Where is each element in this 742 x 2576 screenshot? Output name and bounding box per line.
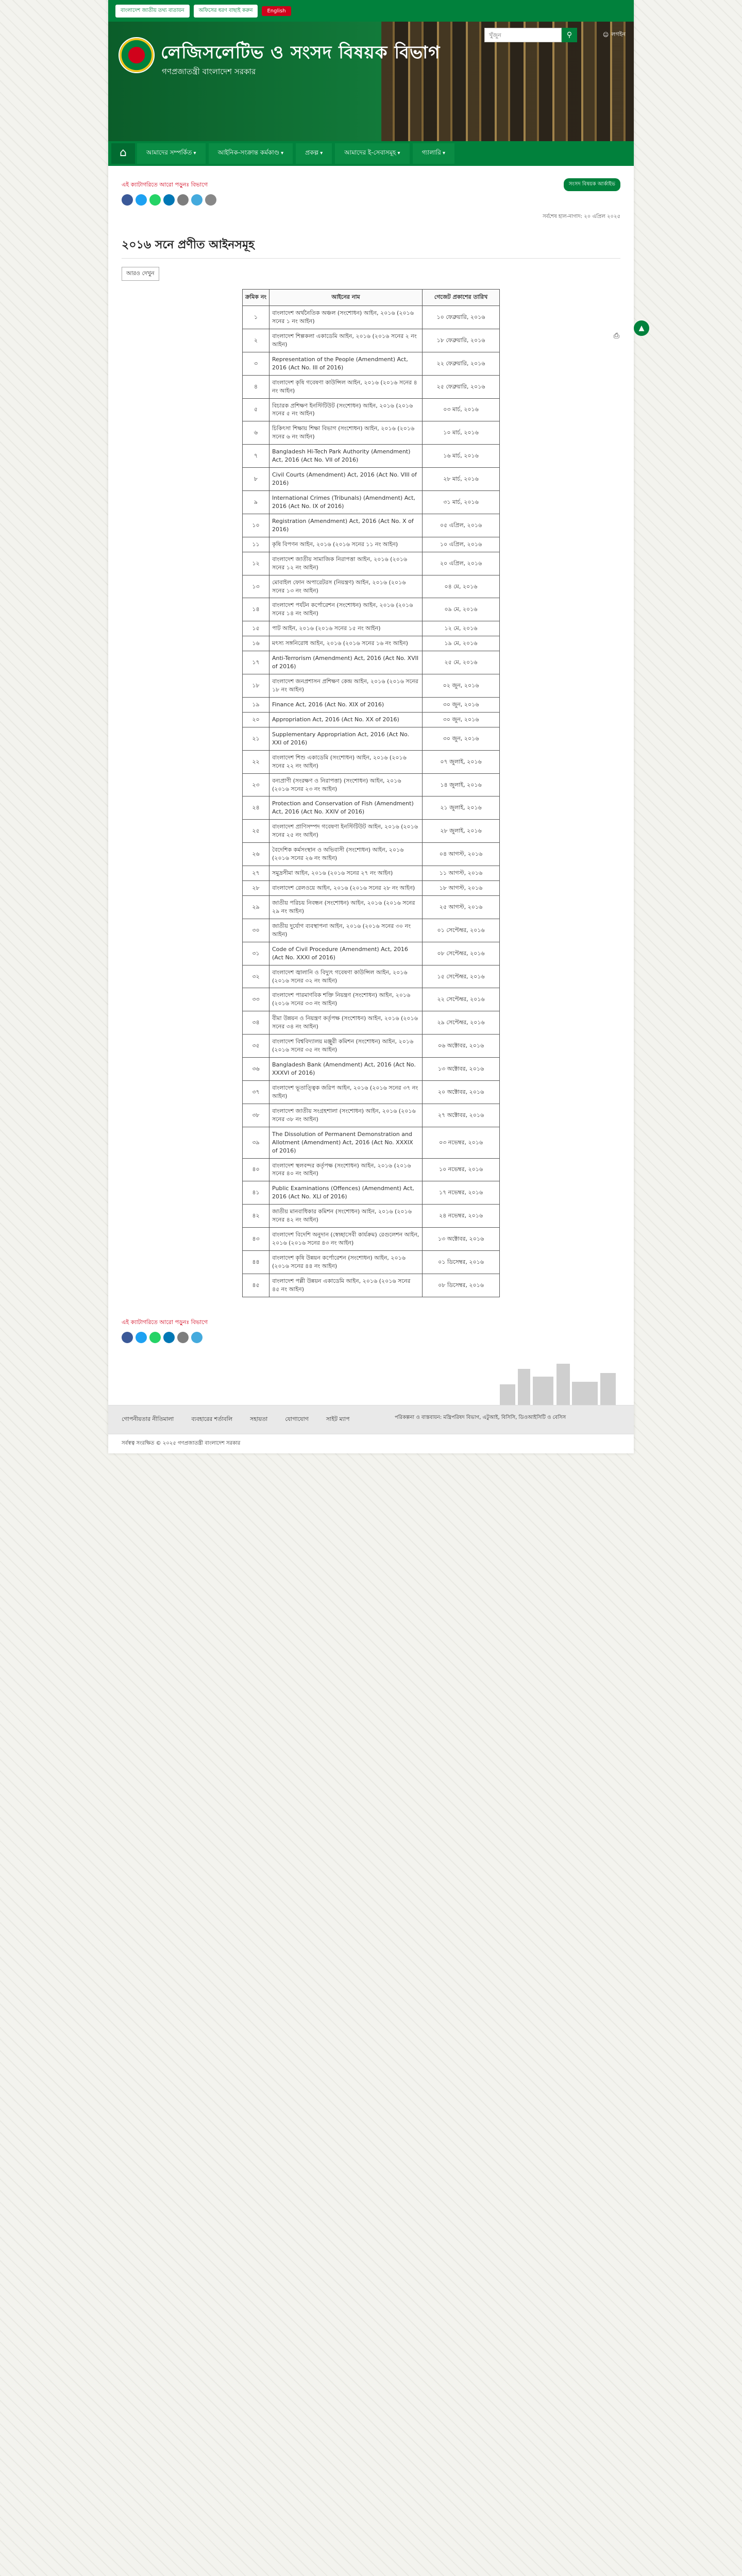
serial-cell: ৩৭	[243, 1080, 269, 1104]
act-name-cell[interactable]: বাংলাদেশ জাতীয় সামাজিক নিরাপত্তা আইন, ২০১৬ (২০১৬ সনের ১২ নং আইন)	[269, 552, 423, 575]
site-header	[108, 22, 634, 141]
table-row	[243, 468, 500, 491]
gazette-date-cell: ০৩ নভেম্বর, ২০১৬	[423, 1127, 500, 1158]
table-row	[243, 651, 500, 674]
table-row	[243, 1080, 500, 1104]
act-name-cell[interactable]: বাংলাদেশ বিদেশি অনুদান (স্বেচ্ছাসেবী কার্যক্রম) রেগুলেশন আইন, ২০১৬ (২০১৬ সনের ৪৩ নং আইন)	[269, 1228, 423, 1251]
gazette-date-cell: ৩০ জুন, ২০১৬	[423, 727, 500, 750]
whatsapp-icon[interactable]	[149, 194, 161, 206]
gazette-date-cell: ২৫ মে, ২০১৬	[423, 651, 500, 674]
linkedin-icon[interactable]	[163, 1332, 175, 1343]
act-name-cell[interactable]: বাংলাদেশ শিল্পকলা একাডেমি আইন, ২০১৬ (২০১৬ সনের ২ নং আইন)	[269, 329, 423, 352]
acts-table	[242, 289, 500, 1297]
home-icon[interactable]: ⌂	[111, 143, 135, 164]
act-name-cell[interactable]: Appropriation Act, 2016 (Act No. XX of 2016)	[269, 712, 423, 727]
act-name-cell[interactable]: জাতীয় মানবাধিকার কমিশন (সংশোধন) আইন, ২০১৬ (২০১৬ সনের ৪২ নং আইন)	[269, 1205, 423, 1228]
nav-item-projects[interactable]: প্রকল্প ▾	[296, 143, 332, 164]
table-row	[243, 1205, 500, 1228]
table-row	[243, 1011, 500, 1035]
serial-cell: ১১	[243, 537, 269, 552]
table-row	[243, 329, 500, 352]
act-name-cell[interactable]: বাংলাদেশ বিশ্ববিদ্যালয় মঞ্জুরী কমিশন (সংশোধন) আইন, ২০১৬ (২০১৬ সনের ৩৫ নং আইন)	[269, 1035, 423, 1058]
act-name-cell[interactable]: বাংলাদেশ শিশু একাডেমি (সংশোধন) আইন, ২০১৬ (২০১৬ সনের ২২ নং আইন)	[269, 750, 423, 773]
table-row	[243, 598, 500, 621]
act-name-cell[interactable]: বাংলাদেশ প্রাণিসম্পদ গবেষণা ইনস্টিটিউট আইন, ২০১৬ (২০১৬ সনের ২৫ নং আইন)	[269, 820, 423, 843]
header-act-name: আইনের নাম	[269, 290, 423, 306]
serial-cell: ৩২	[243, 965, 269, 988]
search-icon[interactable]: ⚲	[562, 28, 577, 42]
table-row	[243, 988, 500, 1011]
act-name-cell[interactable]: বাংলাদেশ পারমাণবিক শক্তি নিয়ন্ত্রণ (সংশোধন) আইন, ২০১৬ (২০১৬ সনের ৩৩ নং আইন)	[269, 988, 423, 1011]
footer-credits: পরিকল্পনা ও বাস্তবায়ন: মন্ত্রিপরিষদ বিভাগ, এটুআই, বিসিসি, ডিওআইসিটি ও বেসিস	[395, 1414, 566, 1420]
serial-cell: ২৩	[243, 773, 269, 796]
act-name-cell[interactable]: বাংলাদেশ পর্যটন কর্পোরেশন (সংশোধন) আইন, ২০১৬ (২০১৬ সনের ১৪ নং আইন)	[269, 598, 423, 621]
gazette-date-cell: ০৭ জুলাই, ২০১৬	[423, 750, 500, 773]
act-name-cell[interactable]: Registration (Amendment) Act, 2016 (Act No. X of 2016)	[269, 514, 423, 537]
table-row	[243, 636, 500, 651]
table-row	[243, 398, 500, 421]
gazette-date-cell: ২৮ জুলাই, ২০১৬	[423, 820, 500, 843]
act-name-cell[interactable]: Protection and Conservation of Fish (Amendment) Act, 2016 (Act No. XXIV of 2016)	[269, 796, 423, 820]
serial-cell: ১৮	[243, 674, 269, 698]
table-row	[243, 750, 500, 773]
act-name-cell[interactable]: বাংলাদেশ জ্বালানি ও বিদ্যুৎ গবেষণা কাউন্সিল আইন, ২০১৬ (২০১৬ সনের ৩২ নং আইন)	[269, 965, 423, 988]
gazette-date-cell: ০১ সেপ্টেম্বর, ২০১৬	[423, 919, 500, 942]
serial-cell: ৬	[243, 421, 269, 445]
whatsapp-icon[interactable]	[149, 1332, 161, 1343]
serial-cell: ৪৩	[243, 1228, 269, 1251]
gazette-date-cell: ১০ নভেম্বর, ২০১৬	[423, 1158, 500, 1181]
facebook-icon[interactable]	[122, 194, 133, 206]
serial-cell: ১৯	[243, 697, 269, 712]
gazette-date-cell: ১৮ আগস্ট, ২০১৬	[423, 881, 500, 896]
table-row	[243, 621, 500, 636]
gazette-date-cell: ১৫ সেপ্টেম্বর, ২০১৬	[423, 965, 500, 988]
site-title[interactable]: লেজিসলেটিভ ও সংসদ বিষয়ক বিভাগ	[161, 42, 441, 63]
government-logo[interactable]	[119, 37, 155, 73]
serial-cell: ২১	[243, 727, 269, 750]
gazette-date-cell: ০৩ মার্চ, ২০১৬	[423, 398, 500, 421]
table-row	[243, 1158, 500, 1181]
site-wrapper	[108, 0, 645, 1453]
footer-link-privacy[interactable]: গোপনীয়তার নীতিমালা	[122, 1415, 174, 1422]
serial-cell: ৩০	[243, 919, 269, 942]
table-row	[243, 727, 500, 750]
table-header-row	[243, 290, 500, 306]
gazette-date-cell: ০১ ডিসেম্বর, ২০১৬	[423, 1251, 500, 1274]
serial-cell: ২২	[243, 750, 269, 773]
share-icon[interactable]	[191, 194, 203, 206]
gazette-date-cell: ২২ ফেব্রুয়ারি, ২০১৬	[423, 352, 500, 375]
serial-cell: ২৫	[243, 820, 269, 843]
last-updated: সর্বশেষ হাল-নাগাদ: ২০ এপ্রিল ২০২৫	[543, 214, 620, 219]
email-icon[interactable]	[177, 1332, 189, 1343]
twitter-icon[interactable]	[136, 194, 147, 206]
gazette-date-cell: ০৬ অক্টোবর, ২০১৬	[423, 1035, 500, 1058]
gazette-date-cell: ১০ এপ্রিল, ২০১৬	[423, 537, 500, 552]
skyline-building	[533, 1377, 553, 1405]
linkedin-icon[interactable]	[163, 194, 175, 206]
table-row	[243, 1104, 500, 1127]
act-name-cell[interactable]: বাংলাদেশ কৃষি উন্নয়ন কর্পোরেশন (সংশোধন) আইন, ২০১৬ (২০১৬ সনের ৪৪ নং আইন)	[269, 1251, 423, 1274]
act-name-cell[interactable]: Anti-Terrorism (Amendment) Act, 2016 (Act No. XVII of 2016)	[269, 651, 423, 674]
act-name-cell[interactable]: সমুদ্রসীমা আইন, ২০১৬ (২০১৬ সনের ২৭ নং আইন)	[269, 866, 423, 881]
serial-cell: ৪২	[243, 1205, 269, 1228]
table-row	[243, 843, 500, 866]
table-row	[243, 712, 500, 727]
serial-cell: ১৬	[243, 636, 269, 651]
act-name-cell[interactable]: Representation of the People (Amendment) Act, 2016 (Act No. III of 2016)	[269, 352, 423, 375]
gazette-date-cell: ১৯ মে, ২০১৬	[423, 636, 500, 651]
footer-link-sitemap[interactable]: সাইট ম্যাপ	[326, 1415, 350, 1422]
nav-item-about[interactable]: আমাদের সম্পর্কিত ▾	[137, 143, 206, 164]
main-content	[108, 166, 645, 1359]
serial-cell: ৩৩	[243, 988, 269, 1011]
gazette-date-cell: ২৯ সেপ্টেম্বর, ২০১৬	[423, 1011, 500, 1035]
act-name-cell[interactable]: The Dissolution of Permanent Demonstration and Allotment (Amendment) Act, 2016 (Act No. XXXIX of 2016)	[269, 1127, 423, 1158]
serial-cell: ৩৬	[243, 1058, 269, 1081]
nav-item-gallery[interactable]: গ্যালারি ▾	[413, 143, 454, 164]
user-icon: ☺	[602, 31, 609, 38]
serial-cell: ৩৮	[243, 1104, 269, 1127]
serial-cell: ২৭	[243, 866, 269, 881]
share-bar	[122, 194, 620, 206]
header-gazette-date: গেজেট প্রকাশের তারিখ	[423, 290, 500, 306]
acts-table-body	[243, 306, 500, 1297]
act-name-cell[interactable]: জাতীয় দুর্যোগ ব্যবস্থাপনা আইন, ২০১৬ (২০১৬ সনের ৩০ নং আইন)	[269, 919, 423, 942]
serial-cell: ১২	[243, 552, 269, 575]
skyline-building	[518, 1369, 530, 1405]
table-row	[243, 942, 500, 965]
act-name-cell[interactable]: বাংলাদেশ জনপ্রশাসন প্রশিক্ষণ কেন্দ্র আইন, ২০১৬ (২০১৬ সনের ১৮ নং আইন)	[269, 674, 423, 698]
header-serial: ক্রমিক নং	[243, 290, 269, 306]
serial-cell: ৫	[243, 398, 269, 421]
serial-cell: ২৮	[243, 881, 269, 896]
table-row	[243, 674, 500, 698]
serial-cell: ৭	[243, 445, 269, 468]
serial-cell: ২৬	[243, 843, 269, 866]
gazette-date-cell: ২৭ অক্টোবর, ২০১৬	[423, 1104, 500, 1127]
act-name-cell[interactable]: বাংলাদেশ ভূতাত্ত্বিক জরিপ আইন, ২০১৬ (২০১৬ সনের ৩৭ নং আইন)	[269, 1080, 423, 1104]
serial-cell: ১	[243, 306, 269, 329]
gazette-date-cell: ০৮ সেপ্টেম্বর, ২০১৬	[423, 942, 500, 965]
footer-link-contact[interactable]: যোগাযোগ	[285, 1415, 309, 1422]
gazette-date-cell: ০৮ ডিসেম্বর, ২০১৬	[423, 1274, 500, 1297]
gazette-date-cell: ১৪ জুলাই, ২০১৬	[423, 773, 500, 796]
gazette-date-cell: ১০ মার্চ, ২০১৬	[423, 421, 500, 445]
copyright: সর্বস্বত্ব সংরক্ষিত © ২০২৫ গণপ্রজাতন্ত্রী বাংলাদেশ সরকার	[108, 1434, 634, 1453]
gazette-date-cell: ১৩ অক্টোবর, ২০১৬	[423, 1058, 500, 1081]
serial-cell: ১৭	[243, 651, 269, 674]
serial-cell: ১৫	[243, 621, 269, 636]
act-name-cell[interactable]: বীমা উন্নয়ন ও নিয়ন্ত্রণ কর্তৃপক্ষ (সংশোধন) আইন, ২০১৬ (২০১৬ সনের ৩৪ নং আইন)	[269, 1011, 423, 1035]
table-row	[243, 881, 500, 896]
share-bar-bottom	[122, 1332, 620, 1343]
gazette-date-cell: ২০ এপ্রিল, ২০১৬	[423, 552, 500, 575]
act-name-cell[interactable]: Supplementary Appropriation Act, 2016 (Act No. XXI of 2016)	[269, 727, 423, 750]
page-title: ২০১৬ সনে প্রণীত আইনসমূহ	[122, 229, 620, 259]
gazette-date-cell: ২৮ মার্চ, ২০১৬	[423, 468, 500, 491]
table-row	[243, 1251, 500, 1274]
act-name-cell[interactable]: Public Examinations (Offences) (Amendment) Act, 2016 (Act No. XLI of 2016)	[269, 1181, 423, 1205]
archive-button[interactable]: সংসদ বিষয়ক আর্কাইভ	[564, 178, 620, 191]
serial-cell: ২০	[243, 712, 269, 727]
gazette-date-cell: ০৯ মে, ২০১৬	[423, 598, 500, 621]
table-row	[243, 552, 500, 575]
serial-cell: ৪৪	[243, 1251, 269, 1274]
act-name-cell[interactable]: Finance Act, 2016 (Act No. XIX of 2016)	[269, 697, 423, 712]
serial-cell: ৮	[243, 468, 269, 491]
footer-link-help[interactable]: সহায়তা	[250, 1415, 268, 1422]
serial-cell: ৩১	[243, 942, 269, 965]
nav-item-eservices[interactable]: আমাদের ই-সেবাসমূহ ▾	[335, 143, 409, 164]
act-name-cell[interactable]: জাতীয় পরিচয় নিবন্ধন (সংশোধন) আইন, ২০১৬ (২০১৬ সনের ২৯ নং আইন)	[269, 895, 423, 919]
login-label: লগইন	[611, 31, 626, 38]
skyline-building	[572, 1382, 598, 1405]
gazette-date-cell: ৩০ জুন, ২০১৬	[423, 697, 500, 712]
table-row	[243, 306, 500, 329]
footer-link-terms[interactable]: ব্যবহারের শর্তাবলি	[191, 1415, 233, 1422]
act-name-cell[interactable]: Bangladesh Hi-Tech Park Authority (Amendment) Act, 2016 (Act No. VII of 2016)	[269, 445, 423, 468]
serial-cell: ১৩	[243, 575, 269, 598]
table-row	[243, 820, 500, 843]
serial-cell: ৩৯	[243, 1127, 269, 1158]
act-name-cell[interactable]: মৎস্য সঙ্গনিরোধ আইন, ২০১৬ (২০১৬ সনের ১৬ নং আইন)	[269, 636, 423, 651]
table-row	[243, 866, 500, 881]
table-row	[243, 697, 500, 712]
scroll-fab-icon[interactable]: ▲	[634, 320, 649, 336]
act-name-cell[interactable]: চিকিৎসা শিক্ষায় শিক্ষা বিভাগ (সংশোধন) আইন, ২০১৬ (২০১৬ সনের ৬ নং আইন)	[269, 421, 423, 445]
gazette-date-cell: ২৪ নভেম্বর, ২০১৬	[423, 1205, 500, 1228]
act-name-cell[interactable]: বাংলাদেশ পল্লী উন্নয়ন একাডেমি আইন, ২০১৬ (২০১৬ সনের ৪৫ নং আইন)	[269, 1274, 423, 1297]
gazette-date-cell: ০৪ আগস্ট, ২০১৬	[423, 843, 500, 866]
gazette-date-cell: ২৫ আগস্ট, ২০১৬	[423, 895, 500, 919]
table-row	[243, 1035, 500, 1058]
act-name-cell[interactable]: বাংলাদেশ জাতীয় সংগ্রহশালা (সংশোধন) আইন, ২০১৬ (২০১৬ সনের ৩৮ নং আইন)	[269, 1104, 423, 1127]
language-toggle[interactable]: English	[262, 6, 291, 16]
act-name-cell[interactable]: International Crimes (Tribunals) (Amendment) Act, 2016 (Act No. IX of 2016)	[269, 491, 423, 514]
serial-cell: ১০	[243, 514, 269, 537]
portal-link[interactable]: বাংলাদেশ জাতীয় তথ্য বাতায়ন	[115, 5, 190, 18]
act-name-cell[interactable]: বাংলাদেশ স্থলবন্দর কর্তৃপক্ষ (সংশোধন) আইন, ২০১৬ (২০১৬ সনের ৪০ নং আইন)	[269, 1158, 423, 1181]
main-nav	[108, 141, 634, 166]
act-name-cell[interactable]: কৃষি বিপণন আইন, ২০১৬ (২০১৬ সনের ১১ নং আইন)	[269, 537, 423, 552]
gazette-date-cell: ০৪ মে, ২০১৬	[423, 575, 500, 598]
gazette-date-cell: ১০ ফেব্রুয়ারি, ২০১৬	[423, 306, 500, 329]
table-row	[243, 421, 500, 445]
table-row	[243, 445, 500, 468]
gazette-date-cell: ৩১ মার্চ, ২০১৬	[423, 491, 500, 514]
search-input[interactable]	[484, 28, 562, 42]
table-row	[243, 1181, 500, 1205]
gazette-date-cell: ২৫ ফেব্রুয়ারি, ২০১৬	[423, 375, 500, 398]
table-row	[243, 1127, 500, 1158]
act-name-cell[interactable]: বাংলাদেশ কৃষি গবেষণা কাউন্সিল আইন, ২০১৬ (২০১৬ সনের ৪ নং আইন)	[269, 375, 423, 398]
act-name-cell[interactable]: বাংলাদেশ অর্থনৈতিক অঞ্চল (সংশোধন) আইন, ২০১৬ (২০১৬ সনের ১ নং আইন)	[269, 306, 423, 329]
site-subtitle: গণপ্রজাতন্ত্রী বাংলাদেশ সরকার	[162, 67, 256, 76]
skyline-building	[600, 1373, 616, 1405]
act-name-cell[interactable]: Bangladesh Bank (Amendment) Act, 2016 (Act No. XXXVI of 2016)	[269, 1058, 423, 1081]
gazette-date-cell: ০৫ এপ্রিল, ২০১৬	[423, 514, 500, 537]
skyline-building	[556, 1364, 570, 1405]
gazette-date-cell: ২২ সেপ্টেম্বর, ২০১৬	[423, 988, 500, 1011]
gazette-date-cell: ৩০ জুন, ২০১৬	[423, 712, 500, 727]
print-icon[interactable]: ⎙	[613, 332, 619, 340]
gazette-date-cell: ১৬ মার্চ, ২০১৬	[423, 445, 500, 468]
act-name-cell[interactable]: বৈদেশিক কর্মসংস্থান ও অভিবাসী (সংশোধন) আইন, ২০১৬ (২০১৬ সনের ২৬ নং আইন)	[269, 843, 423, 866]
breadcrumb-bottom[interactable]: এই ক্যাটাগরিতে আরো পড়ুনঃ বিভাগে	[122, 1318, 208, 1326]
table-row	[243, 1274, 500, 1297]
breadcrumb[interactable]: এই ক্যাটাগরিতে আরো পড়ুনঃ বিভাগে	[122, 181, 208, 188]
serial-cell: ৩৫	[243, 1035, 269, 1058]
serial-cell: ৩	[243, 352, 269, 375]
gazette-date-cell: ০২ জুন, ২০১৬	[423, 674, 500, 698]
serial-cell: ৪	[243, 375, 269, 398]
serial-cell: ২	[243, 329, 269, 352]
table-row	[243, 1228, 500, 1251]
gazette-date-cell: ১১ আগস্ট, ২০১৬	[423, 866, 500, 881]
footer	[108, 1405, 634, 1434]
table-row	[243, 895, 500, 919]
top-bar	[108, 0, 634, 22]
gazette-date-cell: ১৭ নভেম্বর, ২০১৬	[423, 1181, 500, 1205]
print-share-icon[interactable]	[205, 194, 216, 206]
act-name-cell[interactable]: পাট আইন, ২০১৬ (২০১৬ সনের ১৫ নং আইন)	[269, 621, 423, 636]
footer-links	[108, 1405, 386, 1434]
act-name-cell[interactable]: Civil Courts (Amendment) Act, 2016 (Act No. VIII of 2016)	[269, 468, 423, 491]
tag-badge[interactable]: আরও দেখুন	[122, 267, 159, 281]
act-name-cell[interactable]: বাংলাদেশ রেলওয়ে আইন, ২০১৬ (২০১৬ সনের ২৮ নং আইন)	[269, 881, 423, 896]
serial-cell: ৪০	[243, 1158, 269, 1181]
table-row	[243, 773, 500, 796]
gazette-date-cell: ২১ জুলাই, ২০১৬	[423, 796, 500, 820]
gazette-date-cell: ১২ মে, ২০১৬	[423, 621, 500, 636]
serial-cell: ৪১	[243, 1181, 269, 1205]
table-row	[243, 352, 500, 375]
serial-cell: ৯	[243, 491, 269, 514]
skyline-building	[500, 1384, 515, 1405]
facebook-icon[interactable]	[122, 1332, 133, 1343]
office-type-select[interactable]: অফিসের ধরণ বাছাই করুন	[194, 5, 258, 18]
share-icon[interactable]	[191, 1332, 203, 1343]
table-row	[243, 965, 500, 988]
table-row	[243, 919, 500, 942]
nav-item-legislative[interactable]: আইনিক-সংক্রান্ত কর্মকাণ্ড ▾	[209, 143, 293, 164]
act-name-cell[interactable]: বন্যপ্রাণী (সংরক্ষণ ও নিরাপত্তা) (সংশোধন) আইন, ২০১৬ (২০১৬ সনের ২৩ নং আইন)	[269, 773, 423, 796]
table-row	[243, 575, 500, 598]
table-row	[243, 796, 500, 820]
serial-cell: ১৪	[243, 598, 269, 621]
gazette-date-cell: ১৩ অক্টোবর, ২০১৬	[423, 1228, 500, 1251]
twitter-icon[interactable]	[136, 1332, 147, 1343]
serial-cell: ৪৫	[243, 1274, 269, 1297]
login-link[interactable]	[603, 30, 626, 40]
gazette-date-cell: ১৮ ফেব্রুয়ারি, ২০১৬	[423, 329, 500, 352]
act-name-cell[interactable]: Code of Civil Procedure (Amendment) Act, 2016 (Act No. XXXI of 2016)	[269, 942, 423, 965]
table-row	[243, 514, 500, 537]
serial-cell: ২৯	[243, 895, 269, 919]
serial-cell: ৩৪	[243, 1011, 269, 1035]
table-row	[243, 1058, 500, 1081]
table-row	[243, 491, 500, 514]
act-name-cell[interactable]: বিচারক প্রশিক্ষণ ইনস্টিটিউট (সংশোধন) আইন, ২০১৬ (২০১৬ সনের ৫ নং আইন)	[269, 398, 423, 421]
gazette-date-cell: ২০ অক্টোবর, ২০১৬	[423, 1080, 500, 1104]
footer-skyline	[108, 1359, 634, 1405]
act-name-cell[interactable]: মোবাইল ফোন অপারেটরস (নিয়ন্ত্রণ) আইন, ২০১৬ (২০১৬ সনের ১৩ নং আইন)	[269, 575, 423, 598]
email-icon[interactable]	[177, 194, 189, 206]
serial-cell: ২৪	[243, 796, 269, 820]
table-row	[243, 375, 500, 398]
table-row	[243, 537, 500, 552]
